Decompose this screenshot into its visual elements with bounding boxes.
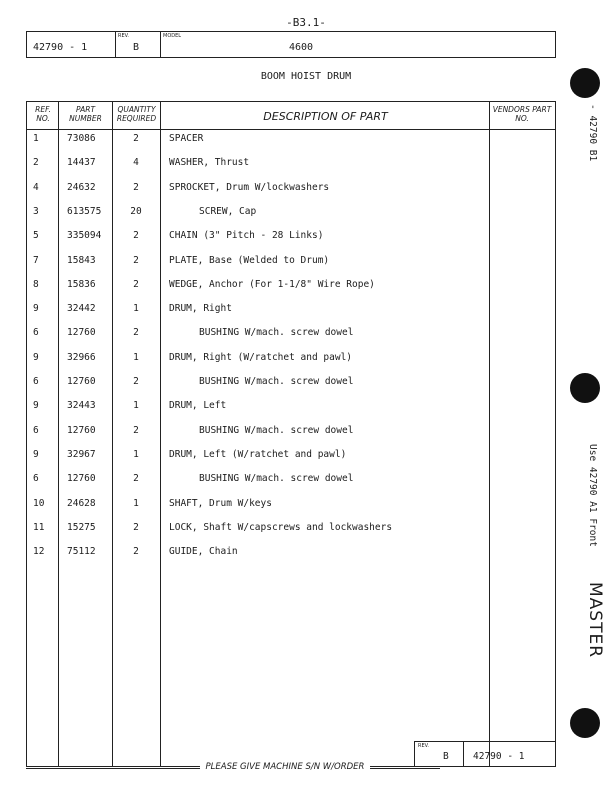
- ref-no: 9: [33, 351, 39, 363]
- part-number: 32443: [67, 400, 96, 412]
- quantity: 1: [133, 303, 139, 315]
- table-row: [27, 230, 555, 254]
- ref-no: 9: [33, 448, 39, 460]
- quantity: 2: [133, 133, 139, 144]
- part-number: 12760: [67, 376, 96, 387]
- description: DRUM, Left: [169, 400, 227, 412]
- header-model-label: MODEL: [163, 33, 182, 39]
- quantity: 4: [133, 157, 139, 169]
- header-ref-no: REF. NO.: [35, 105, 51, 123]
- description: BUSHING W/mach. screw dowel: [199, 327, 354, 339]
- side-doc-ref: - 42790 B1: [587, 104, 598, 162]
- ref-no: 6: [33, 473, 39, 485]
- table-row: [27, 206, 555, 230]
- ref-no: 9: [33, 400, 39, 412]
- part-number: 335094: [67, 230, 102, 242]
- description: BUSHING W/mach. screw dowel: [199, 424, 354, 436]
- ref-no: 9: [33, 303, 39, 315]
- table-row: [27, 133, 555, 157]
- table-row: [27, 449, 555, 473]
- header-model-value: 4600: [289, 42, 314, 53]
- quantity: 2: [133, 327, 139, 339]
- quantity: 2: [133, 521, 139, 533]
- description: SPACER: [169, 133, 204, 144]
- table-row: [27, 473, 555, 497]
- quantity: 20: [130, 205, 142, 217]
- description: WASHER, Thrust: [169, 157, 250, 169]
- part-number: 24628: [67, 497, 96, 509]
- page-number: -B3.1-: [286, 16, 326, 29]
- description: PLATE, Base (Welded to Drum): [169, 254, 330, 266]
- description: SHAFT, Drum W/keys: [169, 497, 272, 509]
- description: DRUM, Right: [169, 303, 232, 315]
- table-row: [27, 255, 555, 279]
- table-row: [27, 279, 555, 303]
- footer-notice: PLEASE GIVE MACHINE S/N W/ORDER: [200, 762, 370, 772]
- part-number: 613575: [67, 205, 102, 217]
- quantity: 2: [133, 181, 139, 193]
- table-row: [27, 425, 555, 449]
- table-row: [27, 498, 555, 522]
- ref-no: 3: [33, 205, 39, 217]
- ref-no: 11: [33, 521, 45, 533]
- quantity: 2: [133, 473, 139, 485]
- quantity: 1: [133, 351, 139, 363]
- side-use-note: Use 42790 A1 Front: [587, 444, 598, 547]
- ref-no: 7: [33, 254, 39, 266]
- description: LOCK, Shaft W/capscrews and lockwashers: [169, 521, 393, 533]
- binder-hole: [570, 373, 600, 403]
- description: BUSHING W/mach. screw dowel: [199, 376, 354, 387]
- table-row: [27, 157, 555, 181]
- table-row: [27, 522, 555, 546]
- footer-doc-number: 42790 - 1: [473, 751, 525, 762]
- header-doc-number: 42790 - 1: [33, 42, 88, 53]
- header-quantity: QUANTITY REQUIRED: [116, 105, 157, 123]
- header-vendor-part-no: VENDORS PART NO.: [492, 105, 552, 123]
- part-number: 32967: [67, 448, 96, 460]
- quantity: 2: [133, 376, 139, 387]
- ref-no: 10: [33, 497, 45, 509]
- footer-rev-value: B: [443, 751, 449, 762]
- part-number: 12760: [67, 327, 96, 339]
- quantity: 1: [133, 400, 139, 412]
- parts-table: [26, 101, 556, 767]
- ref-no: 2: [33, 157, 39, 169]
- ref-no: 5: [33, 230, 39, 242]
- part-number: 15843: [67, 254, 96, 266]
- table-row: [27, 376, 555, 400]
- description: DRUM, Right (W/ratchet and pawl): [169, 351, 353, 363]
- description: CHAIN (3" Pitch - 28 Links): [169, 230, 324, 242]
- part-number: 24632: [67, 181, 96, 193]
- description: BUSHING W/mach. screw dowel: [199, 473, 354, 485]
- quantity: 1: [133, 497, 139, 509]
- table-row: [27, 546, 555, 570]
- quantity: 2: [133, 230, 139, 242]
- header-rev-label: REV.: [118, 33, 129, 39]
- part-number: 73086: [67, 133, 96, 144]
- ref-no: 8: [33, 278, 39, 290]
- page-title: BOOM HOIST DRUM: [260, 71, 352, 82]
- binder-hole: [570, 708, 600, 738]
- footer-rev-box: [414, 741, 556, 766]
- table-row: [27, 303, 555, 327]
- quantity: 2: [133, 254, 139, 266]
- table-row: [27, 327, 555, 351]
- description: SPROCKET, Drum W/lockwashers: [169, 181, 330, 193]
- header-part-number: PART NUMBER: [69, 105, 102, 123]
- part-number: 14437: [67, 157, 96, 169]
- table-row: [27, 400, 555, 424]
- master-stamp: MASTER: [585, 582, 605, 659]
- header-box: [26, 31, 556, 58]
- binder-hole: [570, 68, 600, 98]
- part-number: 12760: [67, 473, 96, 485]
- footer-rev-label: REV.: [418, 743, 429, 749]
- quantity: 1: [133, 448, 139, 460]
- description: GUIDE, Chain: [169, 546, 238, 558]
- part-number: 32442: [67, 303, 96, 315]
- ref-no: 4: [33, 181, 39, 193]
- header-description: DESCRIPTION OF PART: [263, 110, 388, 123]
- part-number: 32966: [67, 351, 96, 363]
- part-number: 15836: [67, 278, 96, 290]
- header-rev-value: B: [133, 42, 140, 53]
- ref-no: 6: [33, 376, 39, 387]
- ref-no: 12: [33, 546, 45, 558]
- part-number: 12760: [67, 424, 96, 436]
- ref-no: 6: [33, 327, 39, 339]
- part-number: 75112: [67, 546, 96, 558]
- ref-no: 6: [33, 424, 39, 436]
- table-row: [27, 352, 555, 376]
- quantity: 2: [133, 424, 139, 436]
- table-row: [27, 182, 555, 206]
- description: DRUM, Left (W/ratchet and pawl): [169, 448, 347, 460]
- description: WEDGE, Anchor (For 1-1/8" Wire Rope): [169, 278, 375, 290]
- quantity: 2: [133, 546, 139, 558]
- quantity: 2: [133, 278, 139, 290]
- description: SCREW, Cap: [199, 205, 257, 217]
- ref-no: 1: [33, 133, 39, 144]
- part-number: 15275: [67, 521, 96, 533]
